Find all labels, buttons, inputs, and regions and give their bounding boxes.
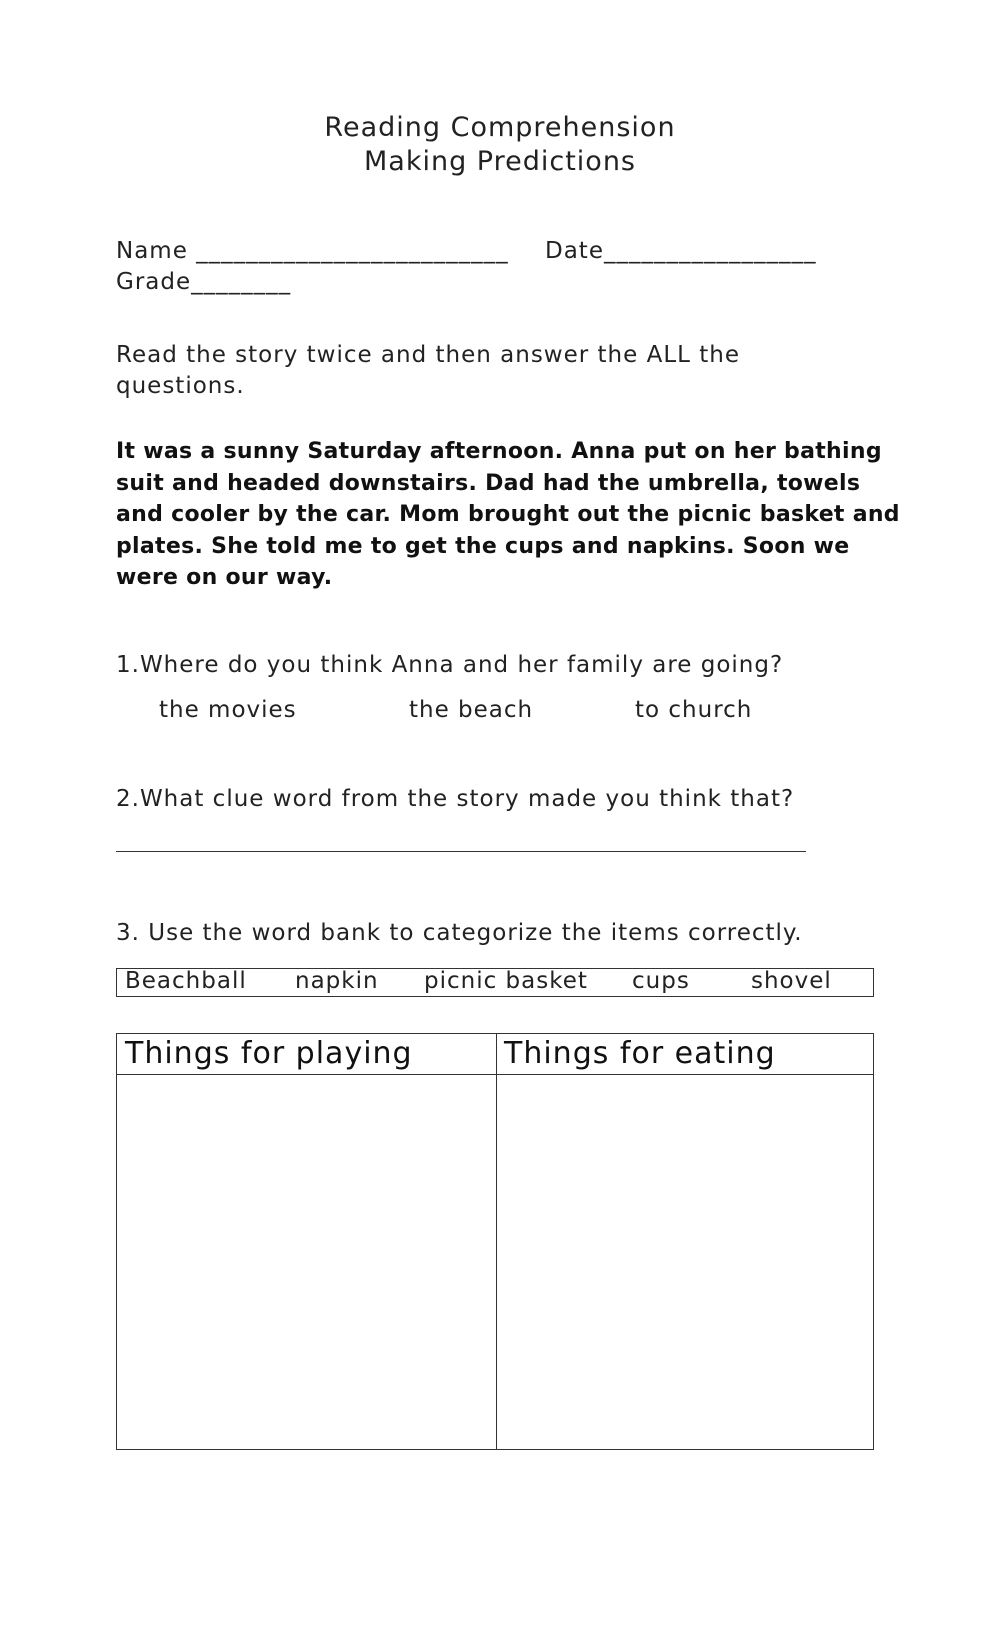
answer-line[interactable]: [116, 851, 806, 852]
word-bank-item[interactable]: cups: [632, 968, 690, 994]
option-the-movies[interactable]: the movies: [159, 697, 297, 723]
story-paragraph: It was a sunny Saturday afternoon. Anna put on her bathing suit and headed downstairs. Dad had the umbrella, towels and cooler by the car. Mom brought out the picnic basket and plates. She told me to get the cups and napkins. Soon we were on our way.: [116, 439, 900, 590]
instruction-text: Read the story twice and then answer the ALL the questions.: [116, 342, 741, 399]
name-blank[interactable]: _________________________: [196, 238, 509, 264]
grade-blank[interactable]: ________: [191, 269, 292, 295]
word-bank: [116, 968, 874, 997]
worksheet-title: Reading Comprehension: [324, 112, 676, 143]
date-field[interactable]: [545, 238, 816, 264]
category-header-playing: Things for playing: [125, 1036, 413, 1071]
question-3: 3. Use the word bank to categorize the items correctly.: [116, 920, 803, 946]
date-label: Date: [545, 238, 604, 264]
name-label: Name: [116, 238, 188, 264]
playing-drop-area[interactable]: [117, 1076, 495, 1449]
category-header-eating: Things for eating: [504, 1036, 776, 1071]
grade-field[interactable]: [116, 269, 291, 295]
date-blank[interactable]: _________________: [603, 238, 817, 264]
option-the-beach[interactable]: the beach: [409, 697, 534, 723]
question-1: 1.Where do you think Anna and her family are going?: [116, 652, 784, 678]
option-to-church[interactable]: to church: [635, 697, 753, 723]
category-table: [116, 1033, 874, 1450]
eating-drop-area[interactable]: [498, 1076, 873, 1449]
grade-label: Grade: [116, 269, 192, 295]
worksheet-subtitle: Making Predictions: [363, 146, 636, 177]
table-column-divider: [496, 1034, 497, 1449]
word-bank-item[interactable]: picnic basket: [424, 968, 588, 994]
table-header-divider: [117, 1074, 873, 1075]
word-bank-item[interactable]: napkin: [295, 968, 379, 994]
name-field[interactable]: [116, 238, 509, 264]
question-2: 2.What clue word from the story made you think that?: [116, 786, 795, 812]
word-bank-item[interactable]: Beachball: [125, 968, 247, 994]
word-bank-item[interactable]: shovel: [751, 968, 832, 994]
